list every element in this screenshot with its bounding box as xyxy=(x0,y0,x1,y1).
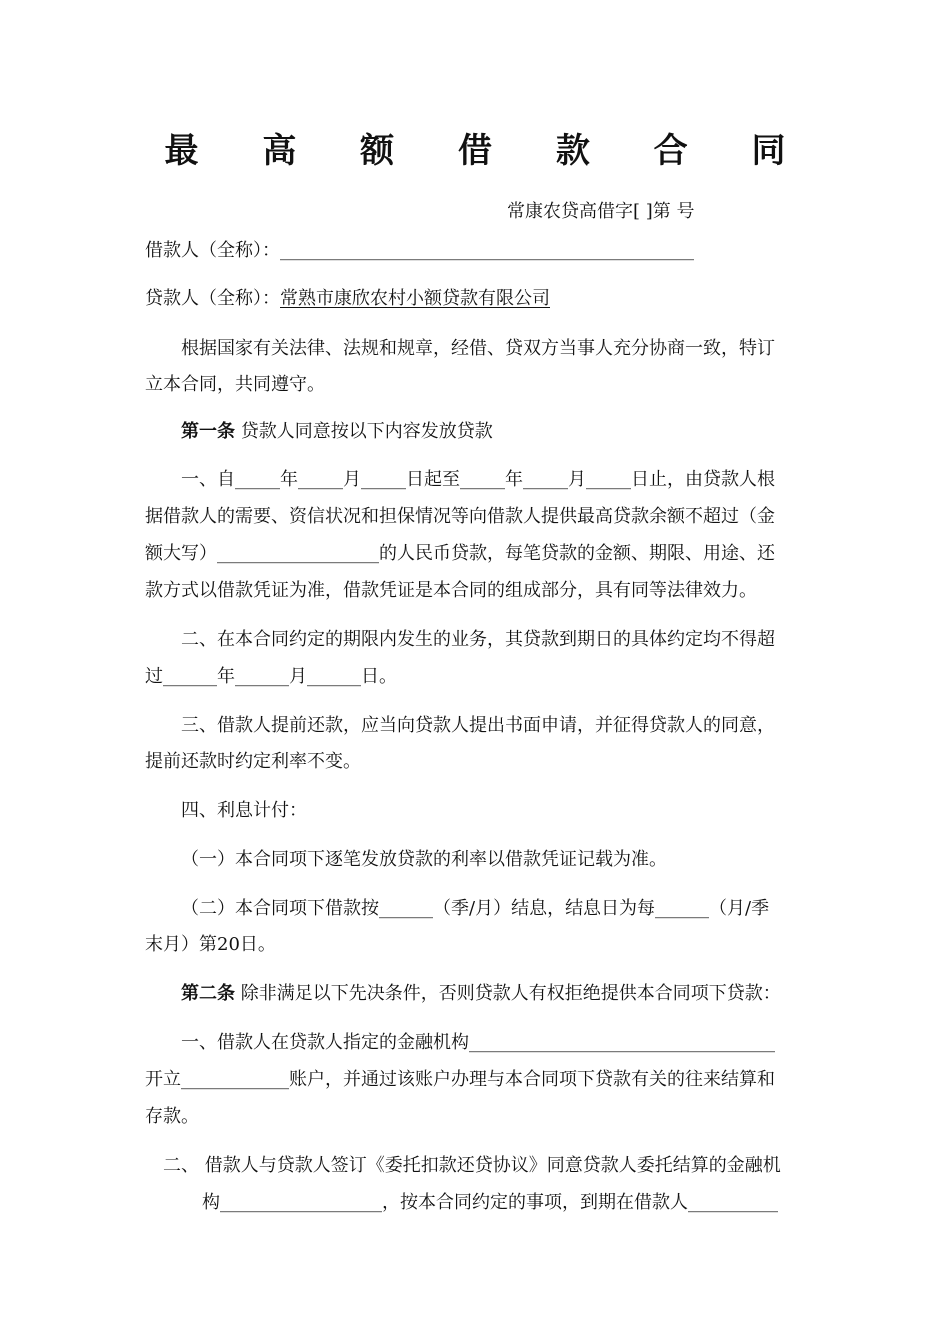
borrower-blank: ______________________________________________ xyxy=(280,240,694,261)
clause-1-1-line-1: 一、自_____年_____月_____日起至_____年_____月_____日止，由贷款人根 xyxy=(181,469,775,490)
clause-1-3-line-2: 提前还款时约定利率不变。 xyxy=(145,751,361,772)
clause-2-2-line-2: 构__________________，按本合同约定的事项，到期在借款人__________ xyxy=(202,1192,778,1213)
borrower-label: 借款人（全称）： xyxy=(145,240,280,261)
article-2-number: 第二条 xyxy=(181,983,235,1004)
clause-1-1-line-4: 款方式以借款凭证为准，借款凭证是本合同的组成部分，具有同等法律效力。 xyxy=(145,580,757,601)
article-2-title: 除非满足以下先决条件，否则贷款人有权拒绝提供本合同项下贷款： xyxy=(235,983,781,1004)
article-1-number: 第一条 xyxy=(181,421,235,442)
borrower-line xyxy=(145,239,694,263)
clause-1-1-line-2: 据借款人的需要、资信状况和担保情况等向借款人提供最高贷款余额不超过（金 xyxy=(145,506,775,527)
article-2-heading-line xyxy=(181,982,781,1006)
lender-line xyxy=(145,287,550,311)
article-1-title: 贷款人同意按以下内容发放贷款 xyxy=(235,421,493,442)
intro-line-1: 根据国家有关法律、法规和规章，经借、贷双方当事人充分协商一致，特订 xyxy=(181,338,775,359)
clause-1-4-1: （一）本合同项下逐笔发放贷款的利率以借款凭证记载为准。 xyxy=(181,849,667,870)
clause-2-1-line-2: 开立____________账户，并通过该账户办理与本合同项下贷款有关的往来结算和 xyxy=(145,1069,775,1090)
clause-1-1-line-3: 额大写）__________________的人民币贷款，每笔贷款的金额、期限、用途、还 xyxy=(145,543,775,564)
clause-1-3-line-1: 三、借款人提前还款，应当向贷款人提出书面申请，并征得贷款人的同意， xyxy=(181,715,775,736)
lender-name: 常熟市康欣农村小额贷款有限公司 xyxy=(280,288,550,309)
clause-1-2-line-1: 二、在本合同约定的期限内发生的业务，其贷款到期日的具体约定均不得超 xyxy=(181,629,775,650)
clause-1-4-heading: 四、利息计付： xyxy=(181,800,307,821)
clause-2-1-line-1: 一、借款人在贷款人指定的金融机构__________________________________ xyxy=(181,1032,775,1053)
reference-number: 常康农贷高借字[ ]第 号 xyxy=(507,201,695,222)
clause-2-1-line-3: 存款。 xyxy=(145,1106,199,1127)
document-title: 最 高 额 借 款 合 同 xyxy=(164,131,812,171)
clause-1-4-2-line-2: 末月）第20日。 xyxy=(145,934,276,955)
clause-2-2-line-1: 二、 借款人与贷款人签订《委托扣款还贷协议》同意贷款人委托结算的金融机 xyxy=(163,1155,781,1176)
clause-1-2-line-2: 过______年______月______日。 xyxy=(145,666,397,687)
article-1-heading-line xyxy=(181,420,493,444)
clause-1-4-2-line-1: （二）本合同项下借款按______（季/月）结息，结息日为每______（月/季 xyxy=(181,898,770,919)
lender-label: 贷款人（全称）： xyxy=(145,288,280,309)
intro-line-2: 立本合同，共同遵守。 xyxy=(145,374,325,395)
